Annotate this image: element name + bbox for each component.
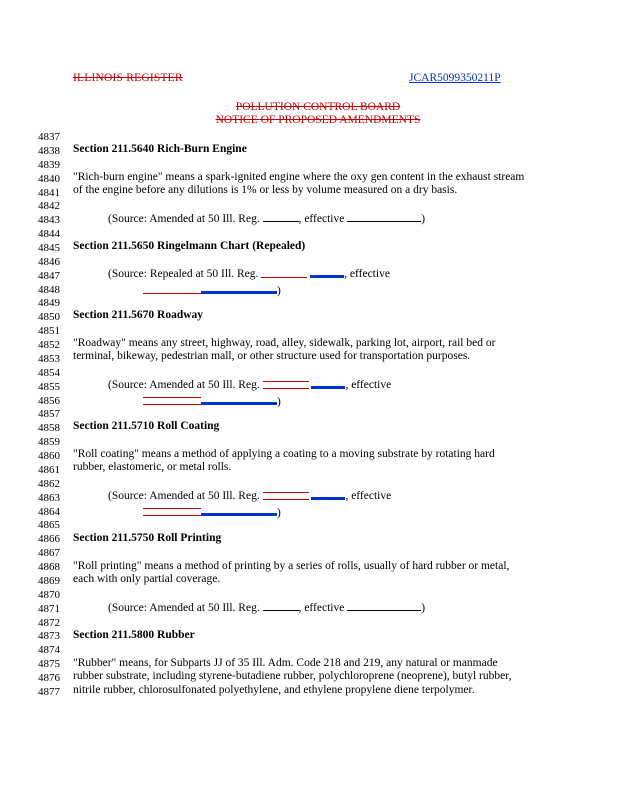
register-header: ILLINOIS REGISTER — [73, 72, 183, 84]
source-text: (Source: Amended at 50 Ill. Reg. — [108, 213, 260, 225]
line-number: 4874 — [38, 644, 60, 657]
section-title: Section 211.5750 Roll Printing — [73, 532, 222, 544]
line-number: 4840 — [38, 172, 60, 185]
line-number: 4858 — [38, 422, 60, 435]
source-text: ) — [277, 285, 281, 297]
source-text: , effective — [345, 379, 392, 391]
paragraph-line: "Roadway" means any street, highway, road, alley, sidewalk, parking lot, airport, rail bed or — [73, 337, 496, 349]
line-number: 4855 — [38, 380, 60, 393]
paragraph-line: rubber, elastomeric, or metal rolls. — [73, 461, 232, 473]
paragraph-line: each with only partial coverage. — [73, 573, 221, 585]
agency-header: POLLUTION CONTROL BOARD — [235, 101, 401, 113]
inserted-blank — [310, 270, 344, 278]
line-number: 4870 — [38, 588, 60, 601]
line-number: 4866 — [38, 533, 60, 546]
source-note — [108, 212, 425, 226]
source-text: ) — [277, 396, 281, 408]
paragraph-line: "Rubber" means, for Subparts JJ of 35 Ill. Adm. Code 218 and 219, any natural or manmade — [73, 657, 498, 669]
line-number: 4845 — [38, 242, 60, 254]
line-number: 4865 — [38, 519, 60, 532]
line-number: 4868 — [38, 561, 60, 573]
line-number: 4844 — [38, 228, 60, 241]
line-number: 4842 — [38, 200, 60, 213]
line-number: 4853 — [38, 352, 60, 365]
source-text: , effective — [345, 490, 392, 502]
source-note — [108, 379, 391, 392]
line-number: 4860 — [38, 450, 60, 462]
paragraph-line: nitrile rubber, chlorosulfonated polyethylene, and ethylene propylene diene terpolymer. — [73, 684, 475, 696]
line-number: 4872 — [38, 616, 60, 629]
section-title: Section 211.5710 Roll Coating — [73, 420, 220, 432]
line-number: 4854 — [38, 366, 60, 379]
line-number: 4862 — [38, 477, 60, 490]
section-title: Section 211.5650 Ringelmann Chart (Repealed) — [73, 240, 306, 252]
line-number: 4864 — [38, 505, 60, 518]
line-number: 4837 — [38, 131, 60, 143]
source-text: ) — [421, 602, 426, 614]
line-number: 4850 — [38, 311, 60, 324]
line-number: 4843 — [38, 214, 60, 227]
line-number: 4873 — [38, 630, 60, 643]
paragraph-line: "Roll coating" means a method of applying a coating to a moving substrate by rotating hard — [73, 448, 495, 460]
line-number: 4857 — [38, 408, 60, 421]
deleted-blank — [263, 492, 309, 500]
source-text: , effective — [298, 213, 345, 225]
line-number: 4849 — [38, 297, 60, 310]
deleted-blank — [143, 397, 201, 405]
paragraph-line: of the engine before any dilutions is 1% or less by volume measured on a dry basis. — [73, 184, 458, 196]
inserted-blank — [311, 492, 345, 500]
blank-line — [263, 601, 299, 611]
line-number: 4863 — [38, 491, 60, 504]
paragraph-line: terminal, bikeway, pedestrian mall, or other structure used for transportation purposes. — [73, 350, 471, 362]
source-text: ) — [421, 213, 426, 225]
source-note — [108, 490, 391, 503]
line-number: 4859 — [38, 436, 60, 449]
line-number: 4867 — [38, 547, 60, 560]
source-note — [108, 268, 390, 281]
line-number: 4852 — [38, 339, 60, 351]
inserted-blank — [311, 381, 345, 389]
section-title: Section 211.5800 Rubber — [73, 629, 195, 641]
notice-header: NOTICE OF PROPOSED AMENDMENTS — [215, 114, 421, 126]
source-text: ) — [277, 507, 281, 519]
line-number: 4838 — [38, 144, 60, 157]
line-number: 4871 — [38, 602, 60, 615]
line-number: 4856 — [38, 394, 60, 407]
blank-line — [347, 212, 421, 222]
deleted-blank — [143, 286, 201, 294]
line-number: 4869 — [38, 574, 60, 587]
jcar-id: JCAR5099350211P — [409, 72, 501, 84]
source-text: (Source: Amended at 50 Ill. Reg. — [108, 490, 260, 502]
deleted-blank — [143, 508, 201, 516]
line-number: 4841 — [38, 186, 60, 199]
inserted-blank — [201, 508, 277, 516]
line-number: 4848 — [38, 283, 60, 296]
source-text: (Source: Repealed at 50 Ill. Reg. — [108, 268, 259, 280]
blank-line — [263, 212, 299, 222]
paragraph-line: rubber substrate, including styrene-butadiene rubber, polychloroprene (neoprene), butyl rubber, — [73, 670, 512, 682]
source-text: (Source: Amended at 50 Ill. Reg. — [108, 602, 260, 614]
line-number: 4847 — [38, 269, 60, 282]
line-number: 4846 — [38, 255, 60, 268]
inserted-blank — [201, 397, 277, 405]
section-title: Section 211.5670 Roadway — [73, 309, 204, 321]
line-number: 4839 — [38, 158, 60, 171]
source-text: , effective — [298, 602, 345, 614]
line-number: 4876 — [38, 671, 60, 684]
deleted-blank — [263, 381, 309, 389]
line-number: 4877 — [38, 685, 60, 698]
blank-line — [347, 601, 421, 611]
source-continuation — [143, 503, 281, 517]
source-continuation — [143, 281, 281, 295]
source-continuation — [143, 392, 281, 406]
source-text: , effective — [344, 268, 390, 280]
line-number: 4851 — [38, 325, 60, 338]
paragraph-line: "Rich-burn engine" means a spark-ignited engine where the oxy gen content in the exhaust stream — [73, 171, 525, 183]
paragraph-line: "Roll printing" means a method of printing by a series of rolls, usually of hard rubber or metal, — [73, 560, 510, 572]
source-text: (Source: Amended at 50 Ill. Reg. — [108, 379, 260, 391]
inserted-blank — [201, 286, 277, 294]
line-number: 4861 — [38, 463, 60, 476]
deleted-blank — [261, 270, 307, 278]
line-number: 4875 — [38, 658, 60, 671]
source-note — [108, 601, 425, 615]
section-title: Section 211.5640 Rich-Burn Engine — [73, 143, 247, 155]
